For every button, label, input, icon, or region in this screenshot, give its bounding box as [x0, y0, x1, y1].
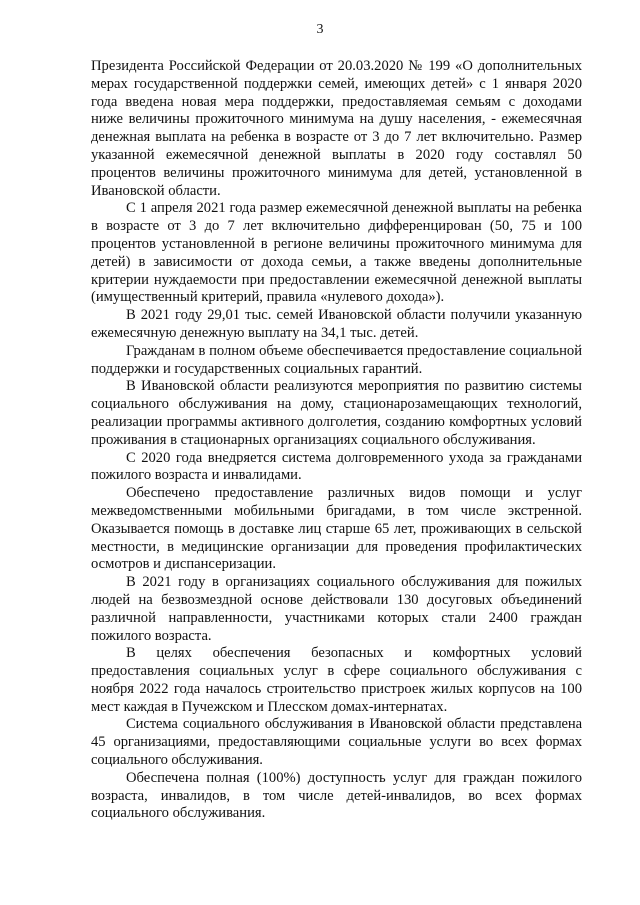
paragraph-mobile-teams: Обеспечено предоставление различных видов помощи и услуг межведомственными мобильными бригадами, в том числе экстренной. Оказывается помощь в доставке лиц старше 65 лет, проживающих в сельской местности, в медицинские организации для проведения профилактических осмотров и диспансеризации.: [91, 485, 582, 573]
paragraph-social-guarantees: Гражданам в полном объеме обеспечивается предоставление социальной поддержки и государственных социальных гарантий.: [91, 342, 582, 377]
page-number: 3: [316, 22, 324, 37]
paragraph-long-term-care: С 2020 года внедряется система долговременного ухода за гражданами пожилого возраста и инвалидами.: [91, 449, 582, 484]
paragraph-construction: В целях обеспечения безопасных и комфортных условий предоставления социальных услуг в сфере социального обслуживания с ноября 2022 года началось строительство пристроек жилых корпусов на 100 мест каждая в Пучежском и Плесском домах-интернатах.: [91, 645, 582, 715]
document-body: [91, 58, 582, 823]
paragraph-social-service-development: В Ивановской области реализуются мероприятия по развитию системы социального обслуживания на дому, стационарозамещающих технологий, реализации программы активного долголетия, созданию комфортных условий проживания в стационарных организациях социального обслуживания.: [91, 378, 582, 448]
paragraph-payment-differentiation: С 1 апреля 2021 года размер ежемесячной денежной выплаты на ребенка в возрасте от 3 до 7 лет включительно дифференцирован (50, 75 и 100 процентов установленной в регионе величины прожиточного минимума для детей) в зависимости от дохода семьи, а также введены дополнительные критерии нуждаемости при предоставлении ежемесячной денежной выплаты (имущественный критерий, правила «нулевого дохода»).: [91, 200, 582, 306]
paragraph-accessibility: Обеспечена полная (100%) доступность услуг для граждан пожилого возраста, инвалидов, в том числе детей-инвалидов, во всех формах социального обслуживания.: [91, 769, 582, 822]
paragraph-leisure-associations: В 2021 году в организациях социального обслуживания для пожилых людей на безвозмездной основе действовали 130 досуговых объединений различной направленности, участниками которых стали 2400 граждан пожилого возраста.: [91, 574, 582, 644]
paragraph-organizations-count: Система социального обслуживания в Ивановской области представлена 45 организациями, предоставляющими социальные услуги во всех формах социального обслуживания.: [91, 716, 582, 769]
paragraph-2021-recipients: В 2021 году 29,01 тыс. семей Ивановской области получили указанную ежемесячную денежную выплату на 34,1 тыс. детей.: [91, 307, 582, 341]
paragraph-decree-continuation: Президента Российской Федерации от 20.03.2020 № 199 «О дополнительных мерах государственной поддержки семей, имеющих детей» с 1 января 2020 года введена новая мера поддержки, предоставляемая семьям с доходами ниже величины прожиточного минимума на душу населения, - ежемесячная денежная выплата на ребенка в возрасте от 3 до 7 лет включительно. Размер указанной ежемесячной денежной выплаты в 2020 году составлял 50 процентов величины прожиточного минимума для детей, установленной в Ивановской области.: [91, 58, 582, 199]
